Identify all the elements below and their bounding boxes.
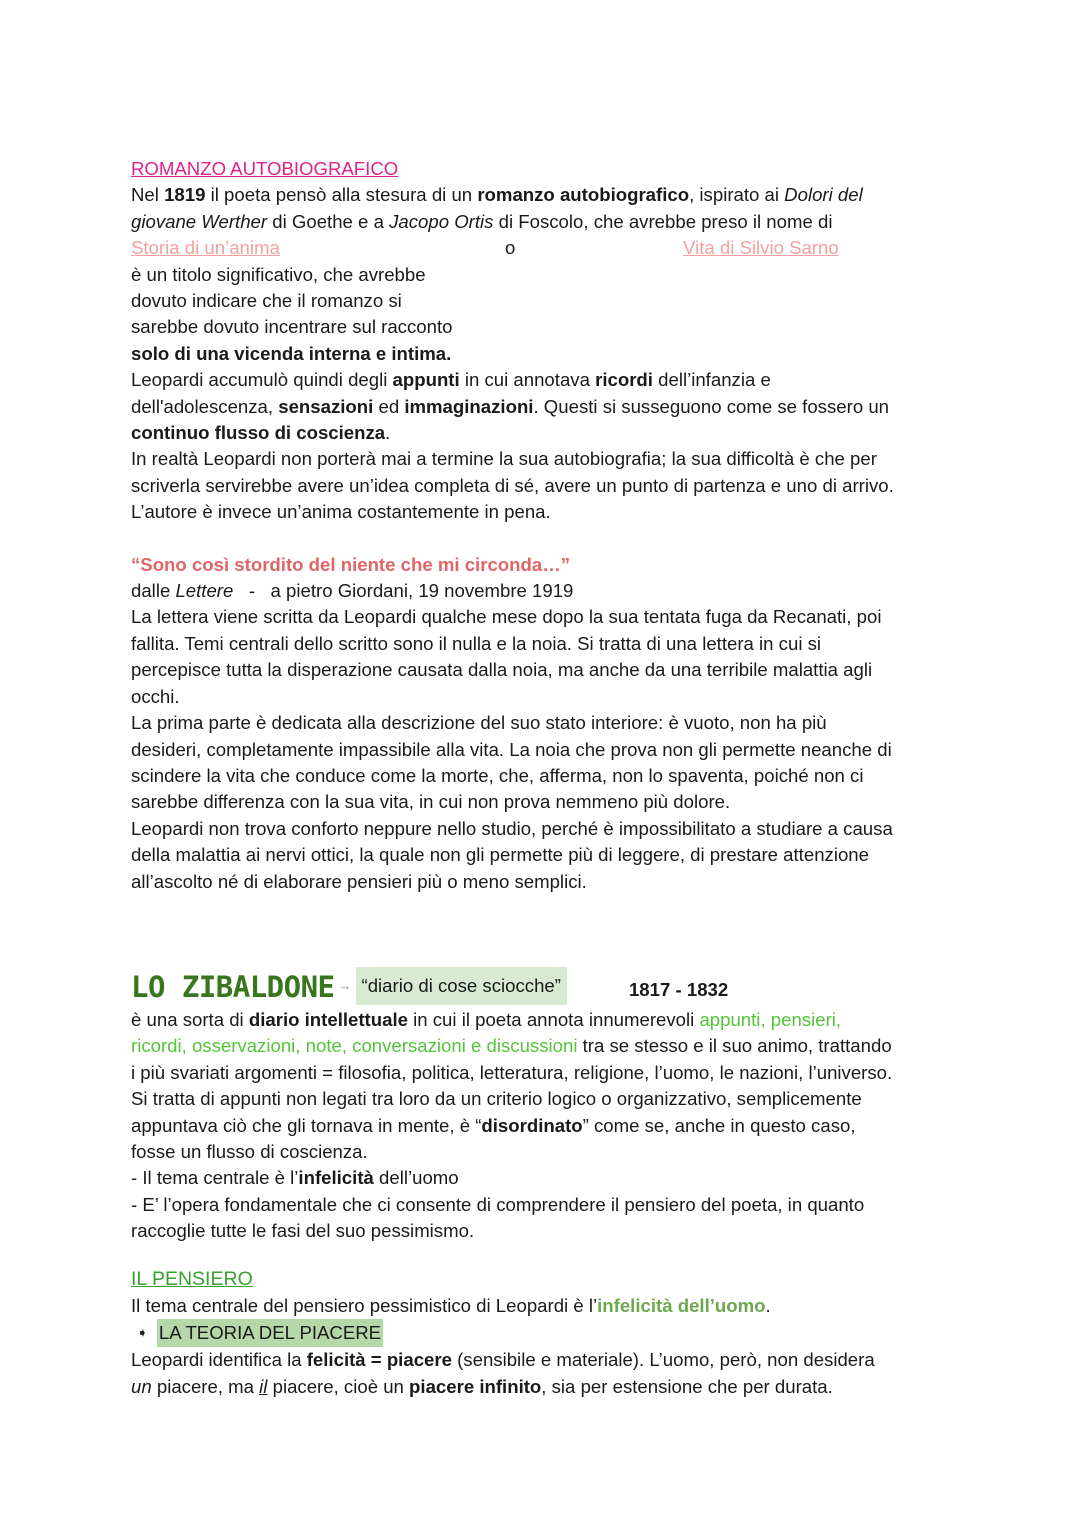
zibaldone-title: LO ZIBALDONE (131, 969, 335, 1004)
teoria-del-piacere-label: LA TEORIA DEL PIACERE (157, 1319, 383, 1347)
zibaldone-header (131, 959, 961, 1005)
zibaldone-paragraph-2: Si tratta di appunti non legati tra loro da un criterio logico o organizzativo, semplicemente appuntava ciò che gli tornava in mente, è “disordinato” come se, anche in questo caso, fosse un flusso di coscienza. (131, 1088, 862, 1162)
pensiero-paragraph-2: Leopardi identifica la felicità = piacere (sensibile e materiale). L’uomo, però, non desidera un piacere, ma il piacere, cioè un piacere infinito, sia per estensione che per durata. (131, 1349, 875, 1397)
romanzo-paragraph-2: è un titolo significativo, che avrebbe dovuto indicare che il romanzo si sarebbe dovuto incentrare sul racconto solo di una vicenda interna e intima. (131, 263, 453, 364)
spacer (131, 526, 961, 552)
arrowhead-bullet-icon: ➧ (137, 1325, 148, 1341)
zibaldone-years: 1817 - 1832 (628, 978, 729, 1000)
romanzo-paragraph-1: Nel 1819 il poeta pensò alla stesura di un romanzo autobiografico, ispirato ai Dolori del giovane Werther di Goethe e a Jacopo Ortis di Foscolo, che avrebbe preso il nome di (131, 184, 863, 232)
teoria-del-piacere-item (131, 1319, 961, 1347)
heading-il-pensiero: IL PENSIERO (131, 1267, 253, 1290)
letter-title: “Sono così stordito del niente che mi circonda…” (131, 553, 571, 575)
zibaldone-bullet-1: - Il tema centrale è l’infelicità dell’uomo (131, 1167, 459, 1189)
title-options-row (131, 235, 961, 261)
arrow-right-icon: → (338, 977, 352, 993)
heading-romanzo-autobiografico: ROMANZO AUTOBIOGRAFICO (131, 158, 399, 179)
romanzo-paragraph-4: In realtà Leopardi non porterà mai a termine la sua autobiografia; la sua difficoltà è che per scriverla servirebbe avere un’idea completa di sé, avere un punto di partenza e uno di arrivo. L’autore è invece un’anima costantemente in pena. (131, 448, 894, 523)
or-connector: o (505, 237, 516, 259)
romanzo-paragraph-3: Leopardi accumulò quindi degli appunti in cui annotava ricordi dell’infanzia e dell'adolescenza, sensazioni ed immaginazioni. Questi si susseguono come se fossero un continuo flusso di coscienza. (131, 369, 890, 444)
letter-paragraph-3: Leopardi non trova conforto neppure nello studio, perché è impossibilitato a studiare a causa della malattia ai nervi ottici, la quale non gli permette più di leggere, di prestare attenzione all’ascolto né di elaborare pensieri più o meno semplici. (131, 817, 893, 892)
zibaldone-subtitle: “diario di cose sciocche” (356, 967, 567, 1005)
zibaldone-bullet-2: - E’ l’opera fondamentale che ci consente di comprendere il pensiero del poeta, in quanto raccoglie tutte le fasi del suo pessimismo. (131, 1193, 865, 1242)
title-vita-di-silvio-sarno: Vita di Silvio Sarno (683, 237, 839, 259)
spacer (131, 1245, 961, 1265)
letter-paragraph-1: La lettera viene scritta da Leopardi qualche mese dopo la sua tentata fuga da Recanati, poi fallita. Temi centrali dello scritto sono il nulla e la noia. Si tratta di una lettera in cui si percepisce tutta la disperazione causata dalla noia, ma anche da una terribile malattia agli occhi. (131, 606, 882, 707)
pensiero-paragraph-1: Il tema centrale del pensiero pessimistico di Leopardi è l’infelicità dell’uomo. (131, 1294, 771, 1316)
spacer (131, 895, 961, 959)
zibaldone-paragraph-1: è una sorta di diario intellettuale in cui il poeta annota innumerevoli appunti, pensieri, ricordi, osservazioni, note, conversazioni e discussioni tra se stesso e il suo animo, trattando i più svariati argomenti = filosofia, politica, letteratura, religione, l’uomo, le nazioni, l’universo. (131, 1008, 893, 1083)
letter-source: dalle Lettere - a pietro Giordani, 19 novembre 1919 (131, 580, 574, 602)
title-storia-di-un-anima: Storia di un’anima (131, 237, 280, 259)
document-page (131, 156, 961, 1400)
letter-paragraph-2: La prima parte è dedicata alla descrizione del suo stato interiore: è vuoto, non ha più desideri, completamente impassibile alla vita. La noia che prova non gli permette neanche di scindere la vita che conduce come la morte, che, afferma, non lo spaventa, poiché non ci sarebbe differenza con la sua vita, in cui non prova nemmeno più dolore. (131, 712, 892, 813)
